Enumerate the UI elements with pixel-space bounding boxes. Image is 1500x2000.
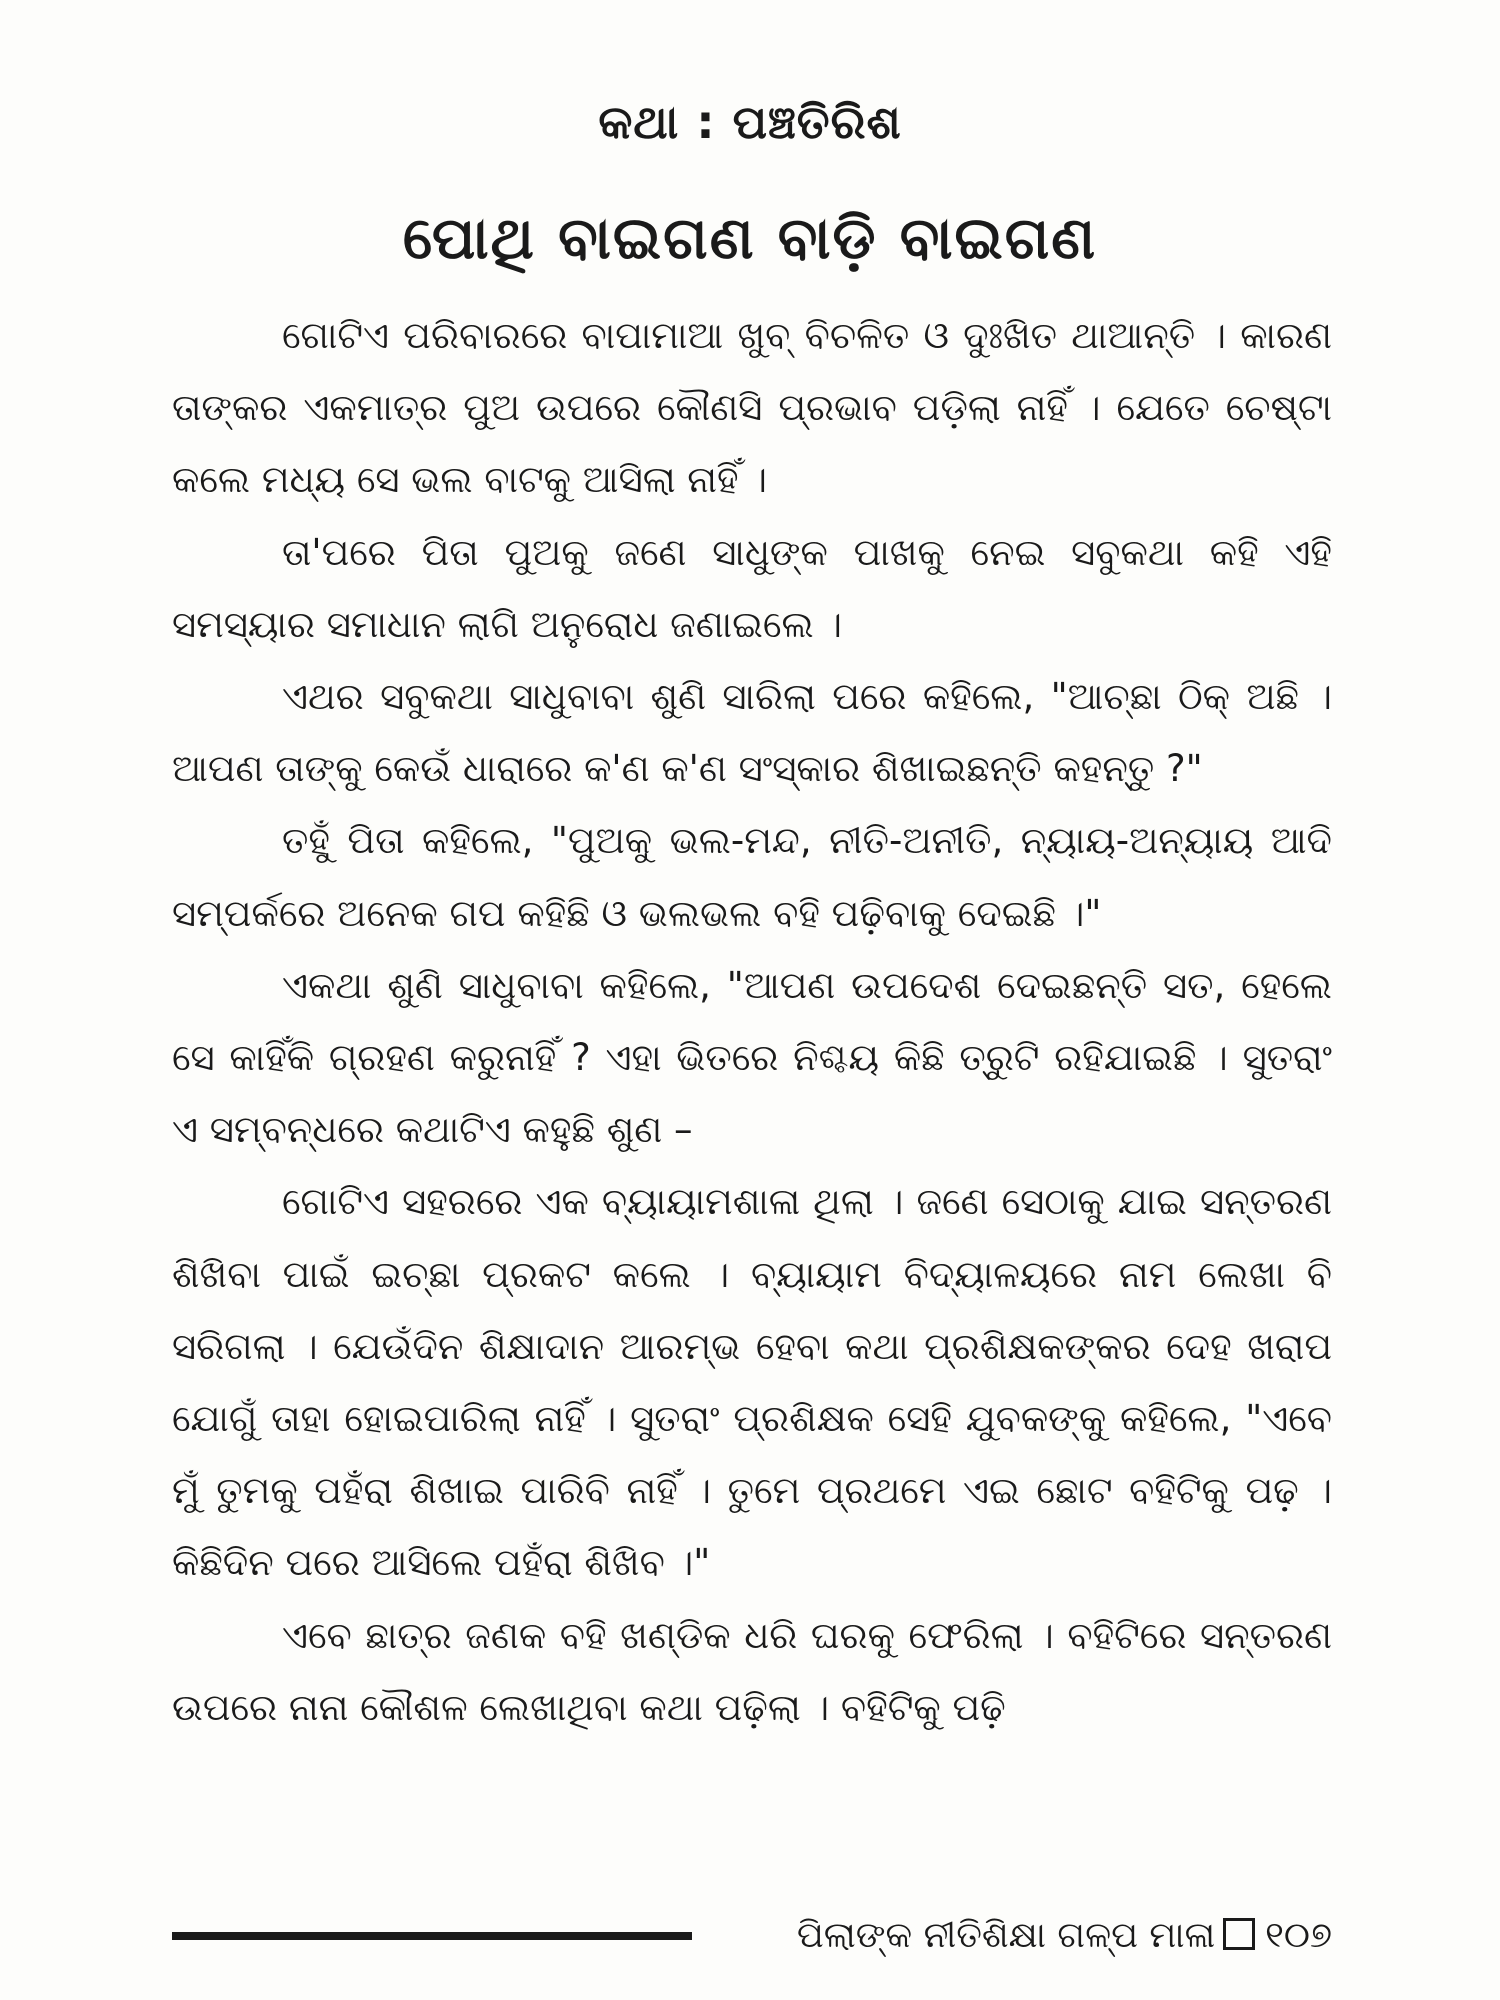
square-icon [1223, 1918, 1255, 1950]
paragraph: ଗୋଟିଏ ସହରରେ ଏକ ବ୍ୟାୟାମଶାଳା ଥିଲା । ଜଣେ ସେଠାକୁ ଯାଇ ସନ୍ତରଣ ଶିଖିବା ପାଇଁ ଇଚ୍ଛା ପ୍ରକଟ କଲେ । ବ୍ୟାୟାମ ବିଦ୍ୟାଳୟରେ ନାମ ଲେଖା ବି ସରିଗଲା । ଯେଉଁଦିନ ଶିକ୍ଷାଦାନ ଆରମ୍ଭ ହେବା କଥା ପ୍ରଶିକ୍ଷକଙ୍କର ଦେହ ଖରାପ ଯୋଗୁଁ ତାହା ହୋଇପାରିଲା ନାହିଁ । ସୁତରାଂ ପ୍ରଶିକ୍ଷକ ସେହି ଯୁବକଙ୍କୁ କହିଲେ, "ଏବେ ମୁଁ ତୁମକୁ ପହଁରା ଶିଖାଇ ପାରିବି ନାହିଁ । ତୁମେ ପ୍ରଥମେ ଏଇ ଛୋଟ ବହିଟିକୁ ପଢ଼ । କିଛିଦିନ ପରେ ଆସିଲେ ପହଁରା ଶିଖିବ ।" [172, 1180, 1332, 1585]
story-title: ପୋଥି ବାଇଗଣ ବାଡ଼ି ବାଇଗଣ [402, 204, 1098, 272]
paragraph: ଏଥର ସବୁକଥା ସାଧୁବାବା ଶୁଣି ସାରିଲା ପରେ କହିଲେ, "ଆଚ୍ଛା ଠିକ୍ ଅଛି । ଆପଣ ତାଙ୍କୁ କେଉଁ ଧାରାରେ କ'ଣ କ'ଣ ସଂସ୍କାର ଶିଖାଇଛନ୍ତି କହନ୍ତୁ ?" [172, 675, 1332, 791]
book-title: ପିଲାଙ୍କ ନୀତିଶିକ୍ଷା ଗଳ୍ପ ମାଳା [796, 1915, 1216, 1956]
footer-rule [172, 1932, 692, 1940]
page-number: ୧୦୭ [1265, 1915, 1332, 1956]
chapter-label: କଥା : ପଞ୍ଚତିରିଶ [598, 95, 902, 149]
story-body [172, 300, 1332, 1744]
paragraph: ଏବେ ଛାତ୍ର ଜଣକ ବହି ଖଣ୍ଡିକ ଧରି ଘରକୁ ଫେରିଲା । ବହିଟିରେ ସନ୍ତରଣ ଉପରେ ନାନା କୌଶଳ ଲେଖାଥିବା କଥା ପଢ଼ିଲା । ବହିଟିକୁ ପଢ଼ି [172, 1613, 1332, 1729]
paragraph: ଏକଥା ଶୁଣି ସାଧୁବାବା କହିଲେ, "ଆପଣ ଉପଦେଶ ଦେଇଛନ୍ତି ସତ, ହେଲେ ସେ କାହିଁକି ଗ୍ରହଣ କରୁନାହିଁ ? ଏହା ଭିତରେ ନିଶ୍ଚୟ କିଛି ତ୍ରୁଟି ରହିଯାଇଛି । ସୁତରାଂ ଏ ସମ୍ବନ୍ଧରେ କଥାଟିଏ କହୁଛି ଶୁଣ – [172, 963, 1332, 1152]
paragraph: ତହୁଁ ପିତା କହିଲେ, "ପୁଅକୁ ଭଲ-ମନ୍ଦ, ନୀତି-ଅନୀତି, ନ୍ୟାୟ-ଅନ୍ୟାୟ ଆଦି ସମ୍ପର୍କରେ ଅନେକ ଗପ କହିଛି ଓ ଭଲଭଲ ବହି ପଢ଼ିବାକୁ ଦେଇଛି ।" [172, 819, 1332, 935]
page-footer [172, 1908, 1332, 1964]
paragraph: ଗୋଟିଏ ପରିବାରରେ ବାପାମାଆ ଖୁବ୍ ବିଚଳିତ ଓ ଦୁଃଖିତ ଥାଆନ୍ତି । କାରଣ ତାଙ୍କର ଏକମାତ୍ର ପୁଅ ଉପରେ କୌଣସି ପ୍ରଭାବ ପଡ଼ିଲା ନାହିଁ । ଯେତେ ଚେଷ୍ଟା କଲେ ମଧ୍ୟ ସେ ଭଲ ବାଟକୁ ଆସିଲା ନାହିଁ । [172, 314, 1332, 502]
paragraph: ତା'ପରେ ପିତା ପୁଅକୁ ଜଣେ ସାଧୁଙ୍କ ପାଖକୁ ନେଇ ସବୁକଥା କହି ଏହି ସମସ୍ୟାର ସମାଧାନ ଲାଗି ଅନୁରୋଧ ଜଣାଇଲେ । [172, 530, 1332, 646]
footer-text [797, 1908, 1332, 1964]
